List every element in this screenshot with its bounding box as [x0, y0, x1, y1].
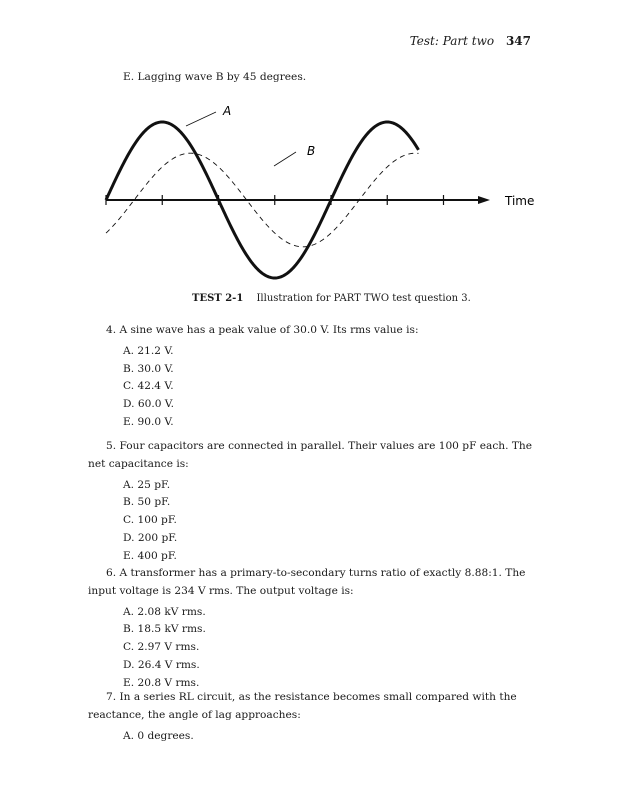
answer-option: B. 18.5 kV rms. — [123, 623, 206, 636]
answer-option: A. 25 pF. — [123, 478, 171, 491]
question-stem: 5. Four capacitors are connected in parallel. Their values are 100 pF each. The — [106, 440, 533, 452]
answer-option: B. 50 pF. — [123, 496, 171, 509]
answer-option: A. 0 degrees. — [123, 729, 194, 742]
answer-option: D. 26.4 V rms. — [123, 659, 200, 671]
question-stem-continued: input voltage is 234 V rms. The output voltage is: — [88, 584, 354, 597]
answer-option: D. 60.0 V. — [123, 398, 174, 411]
wave-a-label: A — [223, 104, 232, 118]
figure-number: TEST 2-1 — [192, 293, 244, 304]
answer-option: C. 100 pF. — [123, 514, 177, 527]
answer-option: B. 30.0 V. — [123, 362, 174, 375]
question-stem-continued: net capacitance is: — [88, 457, 189, 470]
axis-arrowhead — [478, 196, 490, 204]
section-title: Test: Part two — [409, 34, 495, 48]
figure-caption — [192, 293, 471, 304]
answer-option: A. 21.2 V. — [123, 344, 174, 357]
page-number: 347 — [505, 34, 531, 48]
answer-option: E. 400 pF. — [123, 549, 177, 562]
question-stem-continued: reactance, the angle of lag approaches: — [88, 708, 301, 721]
answer-option: D. 200 pF. — [123, 532, 178, 544]
answer-option: C. 2.97 V rms. — [123, 641, 200, 654]
label-b-leader — [274, 152, 296, 166]
running-header — [410, 34, 531, 48]
wave-b-label: B — [307, 144, 316, 158]
question-stem: 4. A sine wave has a peak value of 30.0 V. Its rms value is: — [106, 324, 419, 336]
question-stem: 7. In a series RL circuit, as the resistance becomes small compared with the — [106, 691, 517, 703]
time-axis-label: Time — [505, 194, 535, 208]
answer-option: E. 20.8 V rms. — [123, 676, 200, 689]
figure-caption-text: Illustration for PART TWO test question 3. — [256, 293, 471, 304]
label-a-leader — [186, 112, 216, 126]
answer-option: C. 42.4 V. — [123, 380, 174, 393]
sine-wave-figure — [96, 100, 541, 290]
option-e-previous-question: E. Lagging wave B by 45 degrees. — [123, 71, 307, 83]
answer-option: E. 90.0 V. — [123, 416, 174, 428]
question-stem: 6. A transformer has a primary-to-secondary turns ratio of exactly 8.88:1. The — [106, 567, 526, 579]
answer-option: A. 2.08 kV rms. — [123, 605, 206, 618]
